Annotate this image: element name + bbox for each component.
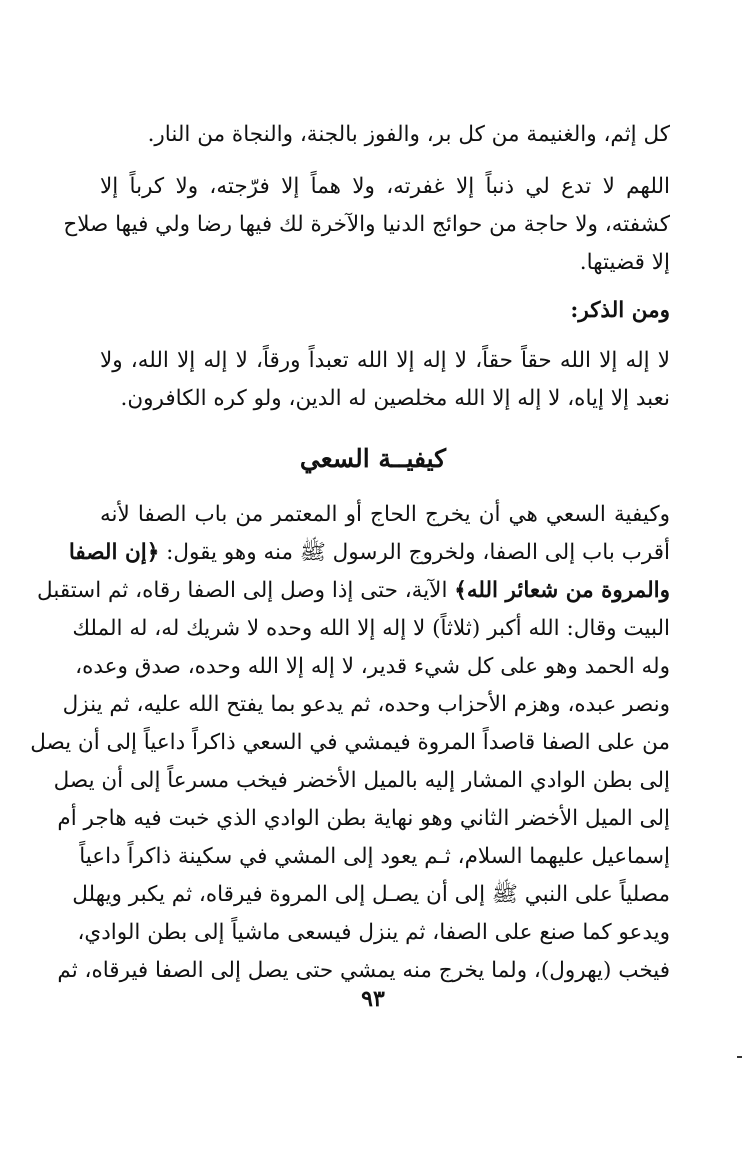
body-line-4: البيت وقال: الله أكبر (ثلاثاً) لا إله إلا الله وحده لا شريك له، له الملك	[72, 616, 670, 641]
body-paragraph	[30, 496, 670, 990]
edge-mark	[737, 1056, 742, 1058]
body-line-5: وله الحمد وهو على كل شيء قدير، لا إله إلا الله وحده، صدق وعده،	[75, 654, 670, 679]
body-line-2-text: أقرب باب إلى الصفا، ولخروج الرسول ﷺ منه وهو يقول:	[159, 540, 670, 565]
body-line-12: ويدعو كما صنع على الصفا، ثم ينزل فيسعى ماشياً إلى بطن الوادي،	[77, 920, 670, 945]
dua-line-3: إلا قضيتها.	[579, 250, 670, 275]
body-line-7: من على الصفا قاصداً المروة فيمشي في السعي ذاكراً داعياً إلى أن يصل	[30, 730, 670, 755]
quran-quote-end: والمروة من شعائر الله﴾	[454, 578, 670, 603]
dua-line-1: اللهم لا تدع لي ذنباً إلا غفرته، ولا هماً إلا فرّجته، ولا كرباً إلا	[100, 174, 670, 199]
body-line-3-text: الآية، حتى إذا وصل إلى الصفا رقاه، ثم استقبل	[37, 578, 455, 603]
dhikr-line-2: نعبد إلا إياه، لا إله إلا الله مخلصين له الدين، ولو كره الكافرون.	[120, 386, 670, 411]
dua-paragraph	[63, 168, 670, 282]
dhikr-label-block	[100, 292, 670, 330]
intro-paragraph	[100, 116, 670, 154]
body-line-1: وكيفية السعي هي أن يخرج الحاج أو المعتمر من باب الصفا لأنه	[100, 502, 670, 527]
body-line-8: إلى بطن الوادي المشار إليه بالميل الأخضر فيخب مسرعاً إلى أن يصل	[53, 768, 670, 793]
section-heading: كيفيــة السعي	[299, 444, 447, 473]
page-number: ٩٣	[361, 986, 385, 1012]
body-line-2	[68, 534, 670, 572]
body-line-3	[37, 572, 670, 610]
body-line-11: مصلياً على النبي ﷺ إلى أن يصـل إلى المروة فيرقاه، ثم يكبر ويهلل	[72, 882, 670, 907]
body-line-10: إسماعيل عليهما السلام، ثـم يعود إلى المشي في سكينة ذاكراً داعياً	[79, 844, 670, 869]
dua-line-2: كشفته، ولا حاجة من حوائج الدنيا والآخرة لك فيها رضا ولي فيها صلاح	[63, 212, 670, 237]
dhikr-line-1: لا إله إلا الله حقاً حقاً، لا إله إلا الله تعبداً ورقاً، لا إله إلا الله، ولا	[100, 348, 670, 373]
dhikr-paragraph	[100, 342, 670, 418]
body-line-6: ونصر عبده، وهزم الأحزاب وحده، ثم يدعو بما يفتح الله عليه، ثم ينزل	[62, 692, 670, 717]
intro-line-1: كل إثم، والغنيمة من كل بر، والفوز بالجنة، والنجاة من النار.	[147, 122, 670, 147]
dhikr-label: ومن الذكر:	[570, 298, 670, 323]
quran-quote-start: ﴿إن الصفا	[68, 540, 160, 565]
body-line-13: فيخب (يهرول)، ولما يخرج منه يمشي حتى يصل إلى الصفا فيرقاه، ثم	[57, 958, 670, 983]
body-line-9: إلى الميل الأخضر الثاني وهو نهاية بطن الوادي الذي خبت فيه هاجر أم	[57, 806, 670, 831]
